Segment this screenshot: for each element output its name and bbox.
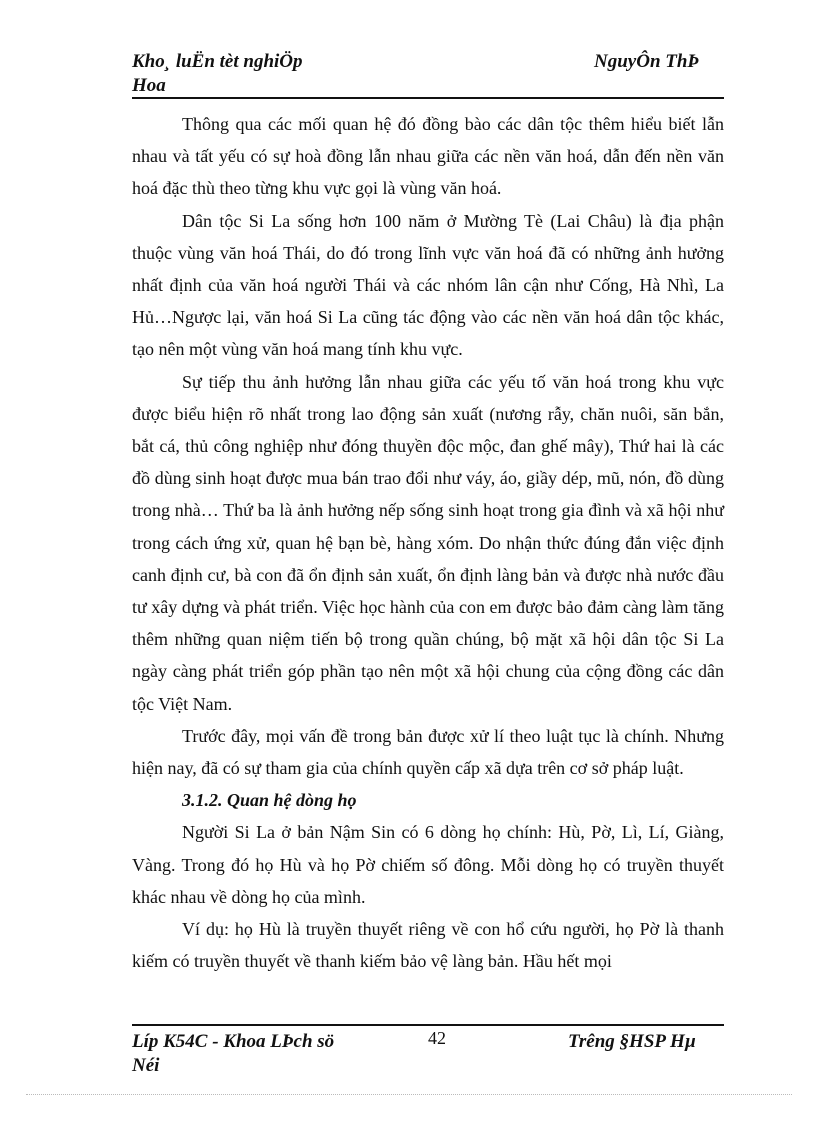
header-left-line2: Hoa — [132, 75, 166, 96]
footer-left — [132, 1030, 372, 1078]
footer-right: Trêng §HSP Hµ — [568, 1031, 696, 1052]
footer-rule — [132, 1024, 724, 1026]
paragraph: Sự tiếp thu ảnh hưởng lẫn nhau giữa các yếu tố văn hoá trong khu vực được biểu hiện rõ nhất trong lao động sản xuất (nương rẫy, chăn nuôi, săn bắn, bắt cá, thủ công nghiệp như đóng thuyền độc mộc, đan ghế mây), Thứ hai là các đồ dùng sinh hoạt được mua bán trao đổi như váy, áo, giầy dép, mũ, nón, đồ dùng trong nhà… Thứ ba là ảnh hưởng nếp sống sinh hoạt trong gia đình và xã hội như trong cách ứng xử, quan hệ bạn bè, hàng xóm. Do nhận thức đúng đắn việc định canh định cư, bà con đã ổn định sản xuất, ổn định làng bản và được nhà nước đầu tư xây dựng và phát triển. Việc học hành của con em được bảo đảm càng làm tăng thêm những quan niệm tiến bộ trong quần chúng, bộ mặt xã hội dân tộc Si La ngày càng phát triển góp phần tạo nên một xã hội chung của cộng đồng các dân tộc Việt Nam. — [132, 371, 724, 714]
paragraph: Trước đây, mọi vấn đề trong bản được xử lí theo luật tục là chính. Nhưng hiện nay, đã có sự tham gia của chính quyền cấp xã dựa trên cơ sở pháp luật. — [132, 725, 724, 779]
footer-left-line1: Líp K54C - Khoa LÞch sö — [132, 1031, 335, 1052]
paragraph: Người Si La ở bản Nậm Sin có 6 dòng họ chính: Hù, Pờ, Lì, Lí, Giàng, Vàng. Trong đó họ Hù và họ Pờ chiếm số đông. Mỗi dòng họ có truyền thuyết khác nhau về dòng họ của mình. — [132, 822, 724, 907]
header-rule — [132, 97, 724, 99]
page-number: 42 — [428, 1028, 446, 1048]
header-left — [132, 50, 392, 98]
footer-left-line2: Néi — [132, 1055, 160, 1076]
document-body — [132, 108, 724, 977]
paragraph: Dân tộc Si La sống hơn 100 năm ở Mường Tè (Lai Châu) là địa phận thuộc vùng văn hoá Thái, do đó trong lĩnh vực văn hoá đã có những ảnh hưởng nhất định của văn hoá người Thái và các nhóm lân cận như Cống, Hà Nhì, La Hủ…Ngược lại, văn hoá Si La cũng tác động vào các nền văn hoá dân tộc khác, tạo nên một vùng văn hoá mang tính khu vực. — [132, 210, 724, 360]
header-left-line1: Kho¸ luËn tèt nghiÖp — [132, 51, 303, 72]
paragraph: Ví dụ: họ Hù là truyền thuyết riêng về con hổ cứu người, họ Pờ là thanh kiếm có truyền thuyết về thanh kiếm bảo vệ làng bản. Hầu hết mọi — [132, 919, 724, 972]
section-heading: 3.1.2. Quan hệ dòng họ — [182, 790, 357, 811]
paragraph: Thông qua các mối quan hệ đó đồng bào các dân tộc thêm hiểu biết lẫn nhau và tất yếu có sự hoà đồng lẫn nhau giữa các nền văn hoá, dẫn đến nền văn hoá đặc thù theo từng khu vực gọi là vùng văn hoá. — [132, 114, 724, 199]
page-bottom-border — [26, 1094, 792, 1095]
header-right: NguyÔn ThÞ — [594, 51, 700, 72]
